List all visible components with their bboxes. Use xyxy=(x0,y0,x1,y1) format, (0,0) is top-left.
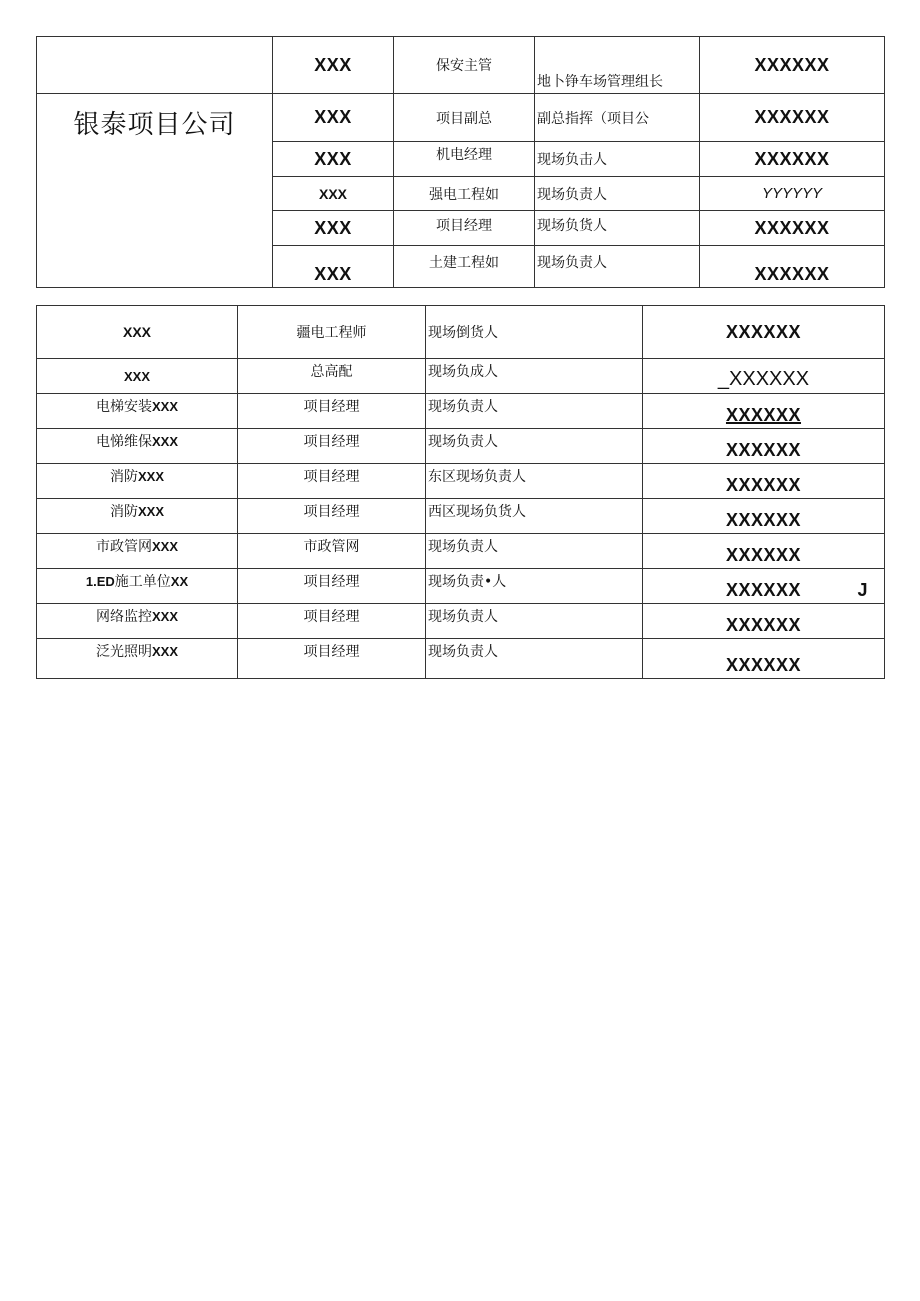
unit-prefix: 电悌维保 xyxy=(95,434,152,450)
role-cell: 机电经理 xyxy=(394,142,535,177)
phone-cell: XXXXXX xyxy=(700,142,885,177)
duty-cell: 西区现场负货人 xyxy=(426,499,643,534)
name-cell: XXX xyxy=(273,37,394,94)
phone-cell: XXXXXX xyxy=(700,37,885,94)
unit-prefix: 网络监控 xyxy=(95,609,152,625)
unit-cell xyxy=(37,499,238,534)
unit-cell xyxy=(37,639,238,679)
empty-cell xyxy=(37,37,273,94)
unit-cell xyxy=(37,464,238,499)
phone-cell: XXXXXX xyxy=(643,604,885,639)
phone-cell: XXXXXX xyxy=(643,394,885,429)
name-cell: XXX xyxy=(273,177,394,211)
duty-cell: 现场负责人 xyxy=(426,394,643,429)
phone-cell: XXXXXX xyxy=(643,499,885,534)
unit-suffix: XXX xyxy=(137,504,164,519)
role-cell: 项目经理 xyxy=(238,604,426,639)
duty-cell: 现场负责人 xyxy=(535,177,700,211)
unit-cell xyxy=(37,394,238,429)
unit-suffix: XXX xyxy=(151,539,178,554)
phone-cell: XXXXXX xyxy=(700,246,885,288)
duty-cell: 现场负责人 xyxy=(426,429,643,464)
duty-cell: 现场负责人 xyxy=(426,534,643,569)
role-cell: 项目经理 xyxy=(238,429,426,464)
unit-cell xyxy=(37,306,238,359)
role-cell: 项目经理 xyxy=(238,569,426,604)
table-row xyxy=(37,37,885,94)
unit-prefix: 电梯安装 xyxy=(95,399,152,415)
duty-cell: 现场负责人 xyxy=(426,639,643,679)
unit-suffix: XXX xyxy=(137,469,164,484)
table-row xyxy=(37,569,885,604)
phone-cell: XXXXXX xyxy=(700,94,885,142)
unit-prefix: 消防 xyxy=(109,469,138,485)
duty-cell: 现场负责人 xyxy=(535,246,700,288)
role-cell: 项目经理 xyxy=(238,639,426,679)
unit-suffix: XXX xyxy=(151,644,178,659)
table-row xyxy=(37,394,885,429)
table-row xyxy=(37,306,885,359)
unit-suffix: XXX xyxy=(122,324,151,340)
unit-cell xyxy=(37,604,238,639)
role-cell: 项目经理 xyxy=(238,464,426,499)
trailing-mark: J xyxy=(857,580,868,600)
phone-cell: XXXXXX xyxy=(643,429,885,464)
unit-suffix: XX xyxy=(170,574,189,589)
name-cell: XXX xyxy=(273,142,394,177)
unit-suffix: XXX xyxy=(123,368,150,384)
company-name: 银泰项目公司 xyxy=(37,94,273,288)
unit-cell xyxy=(37,429,238,464)
contact-table-top xyxy=(36,36,885,288)
role-cell: 项目经理 xyxy=(238,499,426,534)
role-cell: 土建工程如 xyxy=(394,246,535,288)
name-cell: XXX xyxy=(273,94,394,142)
role-cell: 项目经理 xyxy=(394,211,535,246)
role-cell: 市政管网 xyxy=(238,534,426,569)
unit-prefix: 消防 xyxy=(109,504,138,520)
unit-cell xyxy=(37,534,238,569)
unit-suffix: XXX xyxy=(151,434,178,449)
unit-cell xyxy=(37,359,238,394)
table-row xyxy=(37,534,885,569)
name-cell: XXX xyxy=(273,246,394,288)
contact-table-bottom xyxy=(36,305,885,679)
phone-cell: XXXXXX xyxy=(643,534,885,569)
unit-suffix: XXX xyxy=(151,609,178,624)
phone-cell: XXXXXX xyxy=(700,211,885,246)
role-cell: 疆电工程师 xyxy=(238,306,426,359)
role-cell: 总高配 xyxy=(238,359,426,394)
duty-cell: 现场负责人 xyxy=(426,604,643,639)
phone-cell: _XXXXXX xyxy=(643,359,885,394)
table-row xyxy=(37,94,885,142)
duty-cell: 副总指挥（项目公 xyxy=(535,94,700,142)
unit-suffix: XXX xyxy=(151,399,178,414)
table-row xyxy=(37,359,885,394)
role-cell: 强电工程如 xyxy=(394,177,535,211)
phone-value: XXXXXX xyxy=(725,580,802,600)
table-row xyxy=(37,639,885,679)
duty-cell: 东区现场负责人 xyxy=(426,464,643,499)
duty-cell: 地卜铮车场管理组长 xyxy=(535,37,700,94)
duty-cell: 现场负货人 xyxy=(535,211,700,246)
table-row xyxy=(37,499,885,534)
unit-prefix: 1.ED xyxy=(85,574,115,589)
name-cell: XXX xyxy=(273,211,394,246)
table-row xyxy=(37,604,885,639)
role-cell: 项目副总 xyxy=(394,94,535,142)
phone-cell: XXXXXX xyxy=(643,639,885,679)
table-row xyxy=(37,464,885,499)
role-cell: 项目经理 xyxy=(238,394,426,429)
duty-cell: 现场负成人 xyxy=(426,359,643,394)
duty-cell: 现场负击人 xyxy=(535,142,700,177)
duty-cell: 现场负责•人 xyxy=(426,569,643,604)
unit-prefix: 泛光照明 xyxy=(95,644,152,660)
unit-mid: 施工单位 xyxy=(114,574,171,590)
role-cell: 保安主管 xyxy=(394,37,535,94)
unit-cell xyxy=(37,569,238,604)
table-row xyxy=(37,429,885,464)
unit-prefix: 市政管网 xyxy=(95,539,152,555)
phone-cell: XXXXXX xyxy=(643,306,885,359)
phone-cell: XXXXXX xyxy=(643,464,885,499)
duty-cell: 现场倒货人 xyxy=(426,306,643,359)
phone-cell xyxy=(643,569,885,604)
phone-cell: YYYYYY xyxy=(700,177,885,211)
